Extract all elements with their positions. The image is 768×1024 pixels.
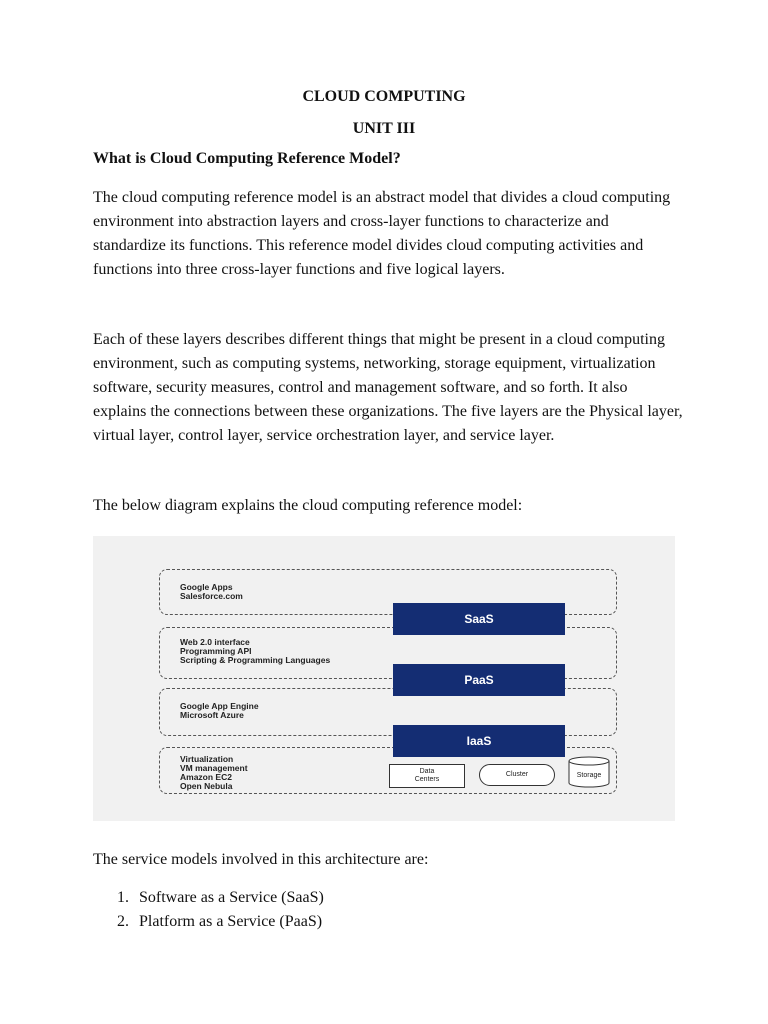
- layer-iaas-text: Google App Engine Microsoft Azure: [180, 701, 259, 720]
- unit-title: UNIT III: [352, 120, 416, 137]
- storage-cylinder: [567, 756, 611, 788]
- data-centers-box: [389, 764, 465, 788]
- layer-infra-text: Virtualization VM management Amazon EC2 Open Nebula: [180, 754, 248, 791]
- section-heading: What is Cloud Computing Reference Model?: [93, 150, 401, 167]
- list-item: [93, 886, 324, 910]
- iaas-block: IaaS: [393, 725, 565, 757]
- reference-model-diagram: [93, 536, 675, 821]
- storage-label: Storage: [576, 772, 602, 779]
- list-item-number: 2.: [117, 913, 129, 930]
- cluster-box: [479, 764, 555, 786]
- paragraph-diagram-intro: The below diagram explains the cloud computing reference model:: [93, 497, 523, 514]
- paragraph-layers: Each of these layers describes different things that might be present in a cloud computing environment, such as computing systems, networking, storage equipment, virtualization software, security measures, control and management software, and so forth. It also explains the connections between these organizations. The five layers are the Physical layer, virtual layer, control layer, service orchestration layer, and service layer.: [93, 331, 683, 444]
- paas-block: PaaS: [393, 664, 565, 696]
- layer-paas-text: Web 2.0 interface Programming API Scripting & Programming Languages: [180, 637, 331, 665]
- list-item-text: Software as a Service (SaaS): [139, 889, 324, 906]
- data-centers-label-2: Centers: [414, 776, 440, 783]
- data-centers-label-1: Data: [419, 768, 435, 775]
- saas-block: SaaS: [393, 603, 565, 635]
- list-item-number: 1.: [117, 889, 129, 906]
- list-item: [93, 910, 324, 934]
- paragraph-service-models: The service models involved in this architecture are:: [93, 851, 429, 868]
- service-model-list: [93, 886, 324, 934]
- list-item-text: Platform as a Service (PaaS): [139, 913, 323, 930]
- layer-saas-text: Google Apps Salesforce.com: [180, 582, 243, 601]
- cluster-label: Cluster: [505, 771, 529, 778]
- document-title: CLOUD COMPUTING: [302, 88, 466, 105]
- paragraph-intro: The cloud computing reference model is an abstract model that divides a cloud computing environment into abstraction layers and cross-layer functions to characterize and standardize its functions. This reference model divides cloud computing activities and functions into three cross-layer functions and five logical layers.: [93, 189, 671, 278]
